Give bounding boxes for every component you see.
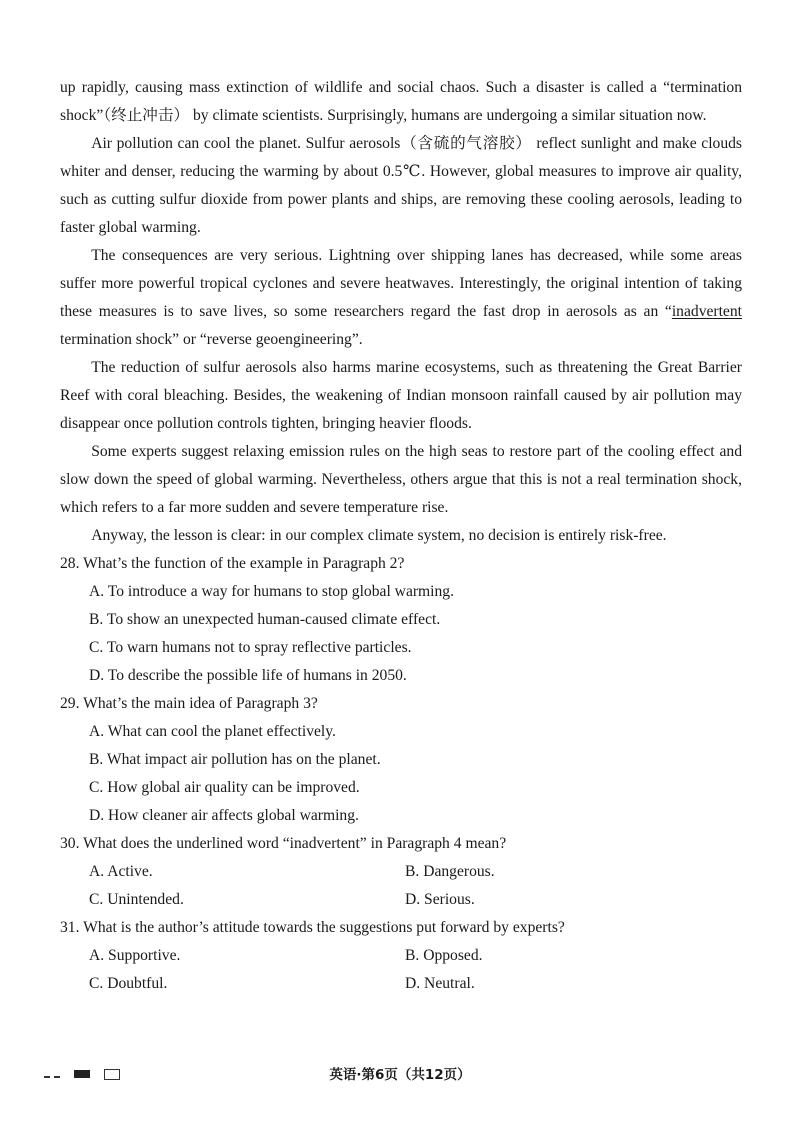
passage-paragraph-4: The reduction of sulfur aerosols also harms marine ecosystems, such as threatening the Great Barrier Reef with coral bleaching. Besides, the weakening of Indian monsoon rainfall caused by air pollution may disappear once pollution controls tighten, bringing heavier floods. bbox=[60, 359, 742, 432]
question-stem: 30. What does the underlined word “inadvertent” in Paragraph 4 mean? bbox=[60, 835, 507, 852]
underlined-word: inadvertent bbox=[671, 303, 742, 320]
option-b: B. To show an unexpected human-caused climate effect. bbox=[89, 611, 441, 628]
paragraph-3-text-before: The consequences are very serious. Lightning over shipping lanes has decreased, while some areas suffer more powerful tropical cyclones and severe heatwaves. Interestingly, the original intention of taking these measures is to save lives, so some researchers regard the fast drop in aerosols as an “ bbox=[60, 247, 742, 320]
option-c: C. Doubtful. bbox=[89, 975, 168, 992]
option-c: C. To warn humans not to spray reflective particles. bbox=[89, 639, 412, 656]
page-footer bbox=[0, 1064, 800, 1086]
option-c: C. How global air quality can be improved. bbox=[89, 779, 360, 796]
option-c: C. Unintended. bbox=[89, 891, 184, 908]
option-d: D. How cleaner air affects global warming. bbox=[89, 807, 359, 824]
option-d: D. Serious. bbox=[405, 891, 475, 908]
option-d: D. Neutral. bbox=[405, 975, 475, 992]
option-a: A. Supportive. bbox=[89, 947, 181, 964]
passage-paragraph-5: Some experts suggest relaxing emission rules on the high seas to restore part of the cooling effect and slow down the speed of global warming. Nevertheless, others argue that this is not a real termination shock, which refers to a far more sudden and severe temperature rise. bbox=[60, 443, 742, 516]
question-stem: 31. What is the author’s attitude towards the suggestions put forward by experts? bbox=[60, 919, 565, 936]
option-a: A. To introduce a way for humans to stop global warming. bbox=[89, 583, 455, 600]
question-30 bbox=[60, 830, 742, 914]
page-number: 英语·第6页（共12页） bbox=[329, 1067, 471, 1083]
option-a: A. Active. bbox=[89, 863, 153, 880]
option-b: B. Opposed. bbox=[405, 947, 483, 964]
passage-paragraph-2: Air pollution can cool the planet. Sulfur aerosols（含硫的气溶胶） reflect sunlight and make clouds whiter and denser, reducing the warming by about 0.5℃. However, global measures to improve air quality, such as cutting sulfur dioxide from power plants and ships, are removing these cooling aerosols, leading to faster global warming. bbox=[60, 135, 742, 236]
question-stem: 28. What’s the function of the example in Paragraph 2? bbox=[60, 555, 405, 572]
option-row bbox=[89, 970, 742, 998]
question-28 bbox=[60, 550, 742, 690]
question-29 bbox=[60, 690, 742, 830]
option-row bbox=[89, 886, 742, 914]
option-d: D. To describe the possible life of humans in 2050. bbox=[89, 667, 407, 684]
passage-paragraph-1: up rapidly, causing mass extinction of wildlife and social chaos. Such a disaster is called a “termination shock”（终止冲击） by climate scientists. Surprisingly, humans are undergoing a similar situation now. bbox=[60, 79, 742, 124]
paragraph-3-text-after: termination shock” or “reverse geoengineering”. bbox=[60, 331, 363, 348]
option-a: A. What can cool the planet effectively. bbox=[89, 723, 336, 740]
page-content bbox=[60, 74, 742, 998]
option-row bbox=[89, 858, 742, 886]
option-b: B. What impact air pollution has on the planet. bbox=[89, 751, 381, 768]
passage-paragraph-3 bbox=[60, 242, 742, 354]
passage-paragraph-6: Anyway, the lesson is clear: in our complex climate system, no decision is entirely risk-free. bbox=[91, 527, 667, 544]
option-b: B. Dangerous. bbox=[405, 863, 495, 880]
question-31 bbox=[60, 914, 742, 998]
option-row bbox=[89, 942, 742, 970]
question-stem: 29. What’s the main idea of Paragraph 3? bbox=[60, 695, 318, 712]
